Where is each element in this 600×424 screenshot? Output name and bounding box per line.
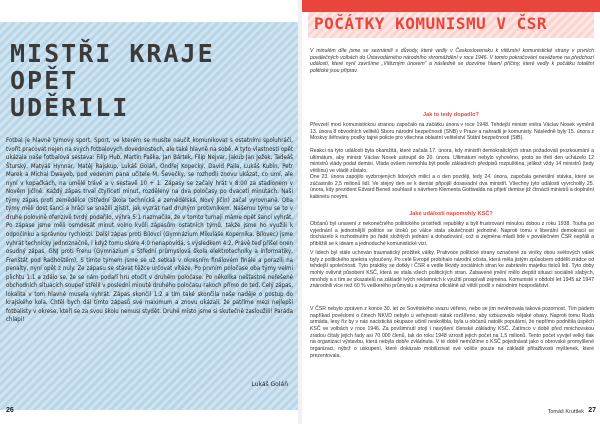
- paragraph-4: Občanů byl unavení z nekonečného politického prostředí republiky a byli frustrovaní minulou dobou z roku 1938. Touha po vyjednání a jednotnější politice se útoků po válce stala skutečností jednotné. Naproti tomu v liberální demokracii se docházelo k rozhodnutím po řadě složitých jednání a dohadování, což si zejména mladí lidé v poválečném ČSR nepřáli a přiblížili se k ideám a jednoduché komunistické vizi.: [310, 221, 594, 247]
- right-page-number: 27: [588, 407, 596, 414]
- red-header-bar: [302, 0, 600, 12]
- paragraph-6: V ČSR nebylo zpráven z konce 30. let ze Sovětského svazu věřeno, nebo se jim nevěnovala taková pozornost. Tím pádem napříkad povědomí o činech NKVD nebylo u veřejnosti nátak rozšířeno, aby vzbuzovalo nějaké obavy. Naproti tomu Rudá armáda, lesy říz by v nás nacistická okupace učinil neskolibla, byla u občanů natolik populární, že nepřímo podnítila úspěch KSČ ve volbách v roce 1946. Za povšimnutí stojí i navýšení členské základny KSČ. Zatímco v době před mnichovskou zradou čítaly jejich řady asi 70 000 členů, tak do roku 1948 vzrostl jejich počet na 1,5 milionů. Tento počet vyvijel velký tlak na organizaci výstavbu, která nebyla dobře zvládnuta. V té době nemůžíme o KSČ pojednávat jako o obrovské promyšlené organizaci, nýbrž o uskupení, které dokázalo mobilizovat své voliče pouze na základě přitažlivosti myšlenek, které prezentovala.: [310, 306, 594, 359]
- left-article-title: [10, 40, 290, 121]
- left-top-band: [0, 0, 298, 22]
- left-article-body: Fotbal je hlavně týmový sport. Sport, ve kterém se musíte naučit komunikovat s ostatními spoluhráči, tvořit pracovat nejen na svých fotbalových dovednostech, ale také hlavně na sobě. A tyto vlastnosti opět ukázala naše fotbalová sestava: Filip Hub, Martin Paška, Jan Bártek, Filip Nejvar, Jakub Jan Ježek, Tadeáš Šturský, Matyáš Hynnar, Matěj Rajskup, Lukáš Goláň, Ondřej Kopecký, David Palla, Lukáš Kubín, Petr Marek a Michal Dwayeb, pod vedením pana učitele M. Ševečky, se rozhodli znovu ukázat, co umí, ale nyní v kopačkách, na umělé trávě a v sestavě 10 + 1. Zápasy se začaly hrát v 8:00 za stadionem v Nověm Jičíně. Každý zápas trval čtyřiceti minut, rozdělený na dva poločasy po dvaceti minutách. Naši týmy zápas proti zemědělce (Střední škola technická a zemědělská, Nový Jičín) začal vyrovnaně. Oba týmy měli dost šancí a hráči se snažili zjistit, jak vyzrát nad druhým protivníkem. Našemu týmu se to v druhé polovině ofenzivě tvrdý podařilo, výhra 5:1 nazmačila, že v tomto turnaji máme opět šanci vyhrát. Po zápase jsme měli osmdesát minut volno kvůli zápasům ostatních týmů, takže jsme ho využili k odpočinku a správnou rychlosti. Další zápas proti Bílovci (Gymnázium Mikuláše Kopernika, Bílovec) jsme vyhrát technicky jednoznačně, i když tomu skóre 4:0 nenapovídá, s výsledkem 4:2. Právě teď přišel onen osudný zápas. GNJ proti Frenu (Gymnázium s Střední průmyslová škola elektrotechniky a informatiky, Frenštát pod Radhoštěm), S tímto týmem jsme se už setkali v okresním finálovém finále a porazili na penalty, nyní opět z nuly. Ze zápasu se stávat těžce určovat vítěze. Po prvním poločase oba týmy velmi plichtu 1:1 a zdálo se, že se nám podaří hru otočit v druhém poločase. Po několika nešťastné neřešené obchodních situacích soupeř střelil v poslední minutě druhého poločasu rakoch přímo do teď. Celý zápas, lokalita v tom hlavně musela vyhrát. Zápas skončil 1:2 a tím také skončila naše naděje o postup do krajského kola. Chtěl bych dál tímto zápasů své maximum a znovu ukázali, že patříme mezi nejlepší fotbalisty v okrese, kteří se za svou školu nemusí stydět. Druhé místo jsme si skutečně zasloužili! Paráda chlapi!: [6, 137, 293, 324]
- paragraph-1: Převzetí moci komunistickou stranou započalo na začátku února v roce 1948. Tehdejší ministr vnitra Václav Nosek vyměnil 13. února 8 obvodních velitelů Sboru národní bezpečnosti (SNB) v Praze a nahradil je komunisty. Následně byly 15. února z Moskvy šéfovány poslky tajné policie pro všechna oblastní velitelství Státní bezpečnosti (StB).: [310, 122, 594, 142]
- article-lead: V minulém díle jsme se seznámili s důvody, které vedly v Československu k vítězství komunistické strany v prvních poválečných volbách do Ústavodárného národního shromáždění v roce 1946. V tomto pokračování navážeme na předchozí události, které nyní završíme „Vítězným únorem“ a následně se dozvíme hlavní příčiny, které vedly k počátku totalitní politické jsou příprav.: [310, 48, 594, 74]
- right-page: [302, 0, 600, 424]
- left-article-author: Lukáš Goláň: [251, 381, 288, 388]
- left-title-line-1: MISTŘI KRAJE OPĚT: [10, 39, 215, 95]
- section-heading-2: Jaké události napomohly KSČ?: [409, 211, 493, 217]
- paragraph-3: Dne 23. února zapojilo vyzbrojených lidových milicí a o den později, tedy 24. února, započala generální stávka, které se zúčastnilo 2,5 milionů lidí. Ve stejný den se k demisi připojili dosavadní dva ministři. Všechny tyto události vyvrcholily 25. února, kdy prezident Edvard Beneš souhlasil s návrhem Klementa Gottwalda na přijetí demise již čtrnácti ministrů a doplnění kabinetu novými.: [310, 174, 594, 200]
- paragraph-2: Reakci na tyto události byla okamžitá, které začala 17. února, kdy ministři demokratických stran požadovali prozkoumání a ultimátum, aby ministr Václav Nosek ustoupil do 20. února. Ultimátum nebylo vyhověno, proto se třetí den ucházelo 12 ministrů vlády podat demisi. Vláda ovšem nemohla být podle základních předpisů rozpuštěna, jelikož vždy 14 ministrů (tedy většinu) ve vládě zůstalo.: [310, 148, 594, 174]
- right-article-author: Tomáš Kruttlek: [547, 409, 584, 415]
- left-page-number: 26: [6, 407, 14, 414]
- section-heading-1: Jak to tedy dopadlo?: [423, 112, 479, 118]
- left-title-line-2: UDĚRILI: [10, 93, 130, 122]
- right-article-title: POČÁTKY KOMUNISMU V ČSR: [314, 14, 548, 33]
- left-page: [0, 0, 298, 424]
- paragraph-5: V lidech byl stále uchován traumatický prožitek války. Prativoce politické strany označené za viníky obou světových válek byly z politického spektra vyloučeny. Po celé Evropě probíhalo národní očista, která měla jistým způsobem oddělit zrádce od tehdejší společnosti. Tyto praktiky se dotkly i ČSR a vedle likvidy sociálních stran ke zabráněn majetku tisíců lidí. Tyto doby mohly ovlivnit působení KSČ, která se stala všech politických stran. Zabavené jmění mělo zlepšit situaci sociálně slabých, mnohdy a s tím se ukazatelů na základě lvých reklamních k využití prospívali zejména. Komunisté v období let 1945 až 1947 znárodnili více než 60 % veškerého průmyslu a zejména oficiálně až větší podíl v národním hospodářství.: [310, 250, 594, 290]
